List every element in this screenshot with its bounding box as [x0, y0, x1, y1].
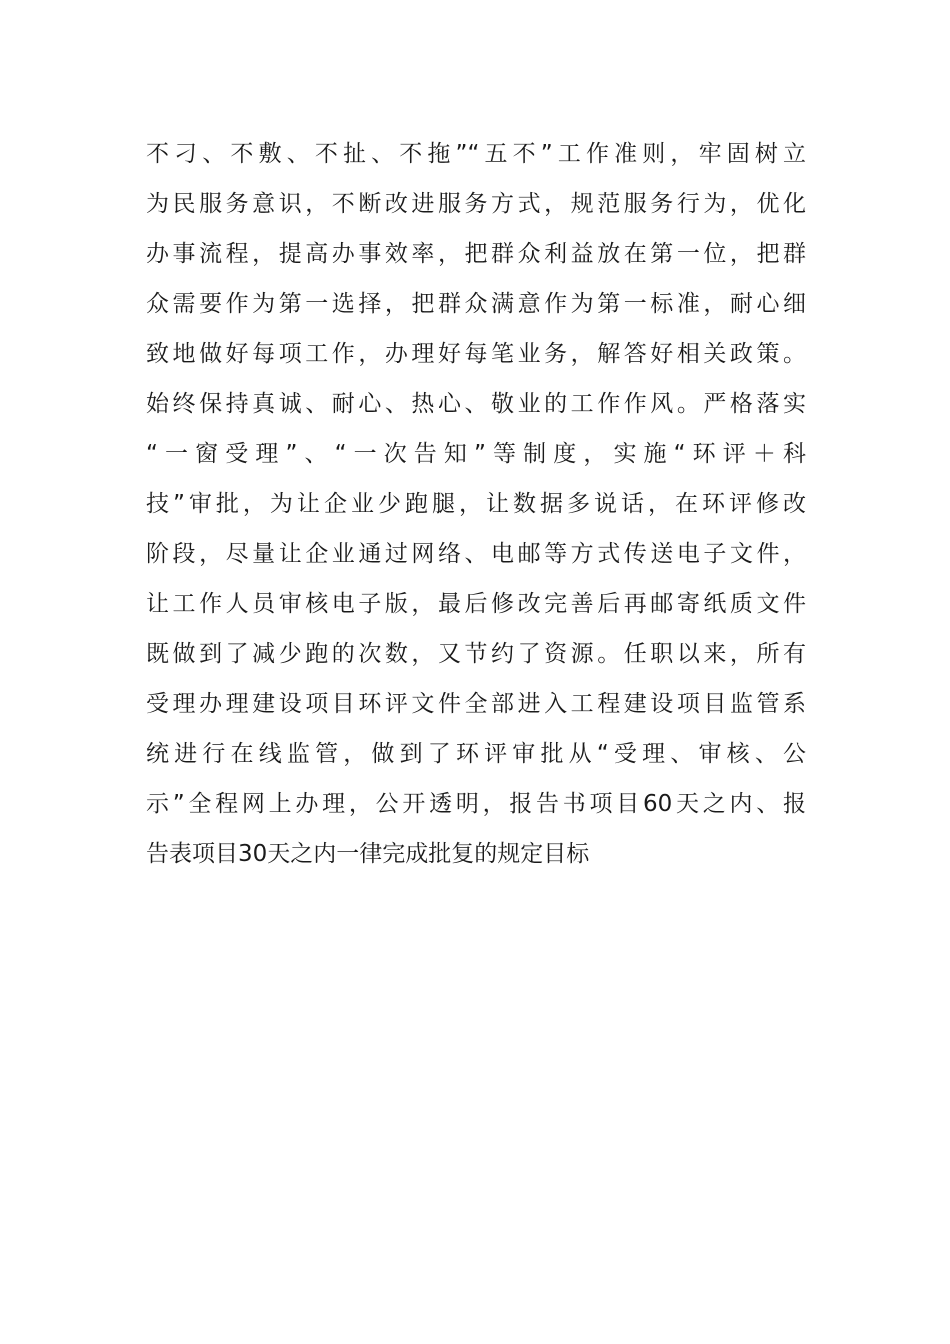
paragraph-line-2: 为民服务意识，不断改进服务方式，规范服务行为，优化 [146, 191, 806, 217]
paragraph-line-7: “一窗受理”、“一次告知”等制度，实施“环评＋科 [146, 441, 806, 467]
body-paragraph [146, 129, 806, 879]
paragraph-line-14: 示”全程网上办理，公开透明，报告书项目60天之内、报 [146, 791, 806, 817]
paragraph-line-1: 不刁、不敷、不扯、不拖”“五不”工作准则，牢固树立 [146, 141, 806, 167]
paragraph-line-9: 阶段，尽量让企业通过网络、电邮等方式传送电子文件， [146, 541, 806, 567]
paragraph-line-4: 众需要作为第一选择，把群众满意作为第一标准，耐心细 [146, 291, 806, 317]
paragraph-line-6: 始终保持真诚、耐心、热心、敬业的工作作风。严格落实 [146, 391, 806, 417]
paragraph-line-11: 既做到了减少跑的次数，又节约了资源。任职以来，所有 [146, 641, 806, 667]
paragraph-line-15: 告表项目30天之内一律完成批复的规定目标 [146, 841, 590, 867]
paragraph-line-8: 技”审批，为让企业少跑腿，让数据多说话，在环评修改 [146, 491, 806, 517]
paragraph-line-12: 受理办理建设项目环评文件全部进入工程建设项目监管系 [146, 691, 806, 717]
paragraph-line-5: 致地做好每项工作，办理好每笔业务，解答好相关政策。 [146, 341, 806, 367]
paragraph-line-10: 让工作人员审核电子版，最后修改完善后再邮寄纸质文件 [146, 591, 806, 617]
paragraph-line-13: 统进行在线监管，做到了环评审批从“受理、审核、公 [146, 741, 806, 767]
paragraph-line-3: 办事流程，提高办事效率，把群众利益放在第一位，把群 [146, 241, 806, 267]
